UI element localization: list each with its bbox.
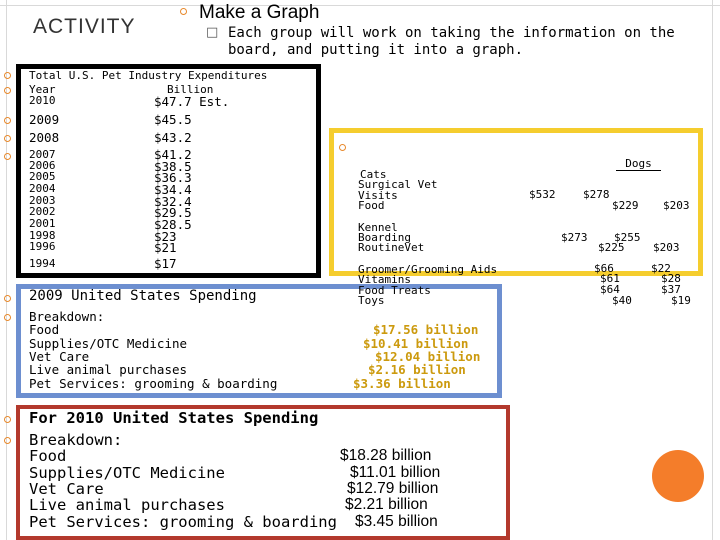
spending-2010-title: For 2010 United States Spending [29,409,319,427]
cost-value: $22 [651,262,671,275]
year-cell: 2010 [29,94,56,107]
group2-item: RoutineVet [358,241,425,254]
value-cell: $43.2 [154,130,192,145]
cost-value: $61 [600,272,620,285]
cost-value: $64 [600,283,620,296]
value-cell: $47.7 Est. [154,94,230,109]
cost-value: $37 [661,283,681,296]
group1-item: Food [358,199,385,212]
bullet-icon [4,153,11,160]
value-cell: $21 [154,240,177,255]
cost-value: $40 [612,294,632,307]
expenditures-heading: Total U.S. Pet Industry Expenditures [29,69,268,82]
value-cell: $36.3 [154,170,192,185]
bullet-icon [4,135,11,142]
cost-value: $229 [612,199,639,212]
year-cell: 2005 [29,170,56,183]
column-billion: Billion [167,83,214,96]
category-label: Live animal purchases [29,496,225,514]
year-cell: 2001 [29,217,56,230]
group1-item: Surgical Vet [358,178,438,191]
amount-value: $10.41 billion [363,336,469,351]
cost-value: $203 [663,199,690,212]
cost-value: $225 [598,241,625,254]
amount-value: $3.36 billion [353,376,451,391]
cost-value: $28 [661,272,681,285]
category-label: Supplies/OTC Medicine [29,464,225,482]
decorative-circle [652,450,704,502]
group2-item: Boarding [358,231,411,244]
category-label: Pet Services: grooming & boarding [29,376,278,391]
bullet-icon [180,8,187,15]
category-label: Vet Care [29,480,104,498]
year-cell: 2003 [29,194,56,207]
value-cell: $32.4 [154,194,192,209]
amount-value: $12.79 billion [347,480,439,497]
category-label: Vet Care [29,349,90,364]
frame-line-left [6,0,7,540]
year-cell: 2006 [29,159,56,172]
value-cell: $38.5 [154,159,192,174]
cost-value: $255 [614,231,641,244]
bullet-icon [4,117,11,124]
dogs-header: Dogs [616,159,661,171]
cost-value: $66 [594,262,614,275]
group3-item: Vitamins [358,273,411,286]
value-cell: $45.5 [154,112,192,127]
frame-line-right [712,0,713,540]
year-cell: 2002 [29,205,56,218]
breakdown-label: Breakdown: [29,309,105,324]
bullet-icon [4,437,11,444]
category-label: Food [29,322,60,337]
frame-line-top [0,5,720,6]
group3-item: Groomer/Grooming Aids [358,263,498,276]
group1-item: Visits [358,189,398,202]
sub-bullet-marker: □ [206,25,219,40]
year-cell: 1994 [29,257,56,270]
amount-value: $3.45 billion [355,513,438,530]
cost-value: $278 [583,188,610,201]
amount-value: $11.01 billion [350,464,441,481]
bullet-icon [4,416,11,423]
amount-value: $12.04 billion [375,349,481,364]
cost-value: $203 [653,241,680,254]
bullet-icon [4,295,11,302]
make-graph-bullet: Make a Graph [199,2,320,23]
group3-item: Food Treats [358,284,431,297]
year-cell: 2004 [29,182,56,195]
amount-value: $18.28 billion [340,447,432,464]
year-cell: 2008 [29,130,60,145]
cost-value: $273 [561,231,588,244]
year-cell: 1996 [29,240,56,253]
bullet-icon [4,87,11,94]
value-cell: $17 [154,256,177,271]
bullet-icon [339,144,346,151]
amount-value: $2.21 billion [345,496,428,513]
value-cell: $29.5 [154,205,192,220]
year-cell: 2009 [29,112,60,127]
cost-value: $532 [529,188,556,201]
amount-value: $17.56 billion [373,322,479,337]
spending-2009-title: 2009 United States Spending [29,288,257,304]
category-label: Food [29,447,67,465]
breakdown-label: Breakdown: [29,431,123,449]
cost-value: $19 [671,294,691,307]
value-cell: $34.4 [154,182,192,197]
slide-title: ACTIVITY [33,15,136,38]
instruction-line-1: Each group will work on taking the information on the [228,25,675,41]
amount-value: $2.16 billion [368,362,466,377]
group3-item: Toys [358,294,385,307]
instruction-line-2: board, and putting it into a graph. [228,42,524,58]
bullet-icon [4,72,11,79]
value-cell: $28.5 [154,217,192,232]
bullet-icon [4,314,11,321]
value-cell: $23 [154,229,177,244]
column-year: Year [29,83,56,96]
year-cell: 1998 [29,229,56,242]
year-cell: 2007 [29,148,56,161]
category-label: Pet Services: grooming & boarding [29,513,337,531]
value-cell: $41.2 [154,147,192,162]
cats-header: Cats [360,168,387,181]
group2-item: Kennel [358,221,398,234]
category-label: Supplies/OTC Medicine [29,336,188,351]
category-label: Live animal purchases [29,362,188,377]
